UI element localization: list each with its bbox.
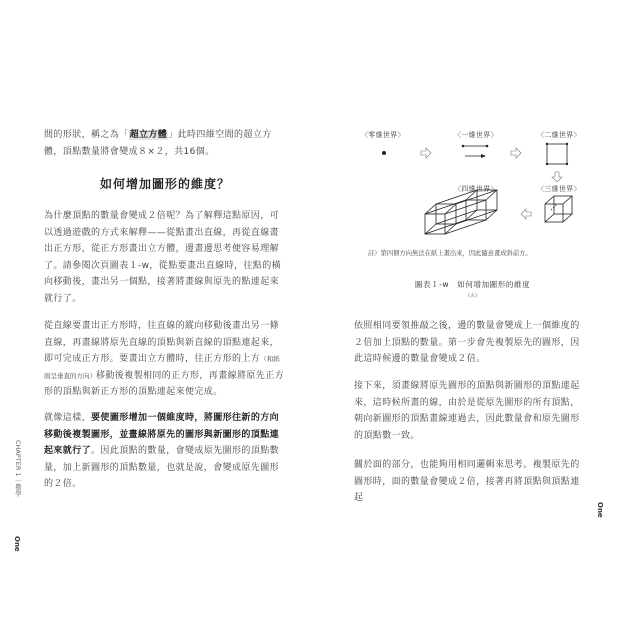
highlight-hypercube: 超立方體 xyxy=(129,130,168,140)
dimension-diagram xyxy=(355,128,590,258)
paragraph-edges-double: 依照相同要領推敲之後，邊的數量會變成上一個維度的２倍加上頂點的數量。第一步會先複製原先的圖形，因此這時候邊的數量會變成２倍。 xyxy=(354,321,580,364)
label-one-dim: 〈一維世界〉 xyxy=(454,131,498,139)
paragraph-line-to-square: 從直線要畫出正方形時，往直線的縱向移動後畫出另一條直線，再畫線將原先直線的頂點與新直線的頂點連起來，即可完成正方形。要畫出立方體時，往正方形的上方（和紙面呈垂直的方向）移動後複製相同的正方形，再畫線將原先正方形的頂點與新正方形的頂點連起來便完成。 xyxy=(44,321,285,397)
figure-caption: 圖表１-w 如何增加圖形的維度 xyxy=(414,280,531,289)
label-two-dim: 〈二維世界〉 xyxy=(537,131,581,139)
paragraph-why-double: 為什麼頂點的數量會變成２倍呢？為了解釋這點原因，可以透過遊戲的方式來解釋——從點畫出直線，再從直線畫出正方形，從正方形畫出立方體，邊畫邊思考便容易理解了。請參閱次頁圖表１-w，從點要畫出直線時，往點的橫向移動後，畫出另一個點，接著將畫線與原先的點連起來就行了。 xyxy=(44,211,282,304)
label-three-dim: 〈三維世界〉 xyxy=(537,185,581,193)
chapter-number: One xyxy=(13,536,21,552)
label-four-dim: 〈四維世界〉 xyxy=(454,185,498,193)
arrow-two-to-three xyxy=(552,172,562,182)
section-heading: 如何增加圖形的維度？ xyxy=(99,177,230,191)
paragraph-connect-vertices: 接下來，須畫線將原先圖形的頂點與新圖形的頂點連起來，這時候所畫的線，由於是從原先圖形的所有頂點，朝向新圖形的頂點畫線連過去，因此數量會和原先圖形的頂點數一致。 xyxy=(354,381,580,441)
arrow-zero-to-one xyxy=(421,148,431,158)
two-dim-square xyxy=(546,143,568,165)
paragraph-faces: 關於面的部分，也能夠用相同邏輯來思考。複製原先的圖形時，面的數量會變成２倍，接著再將頂點與頂點連起 xyxy=(354,460,580,503)
one-dim-line xyxy=(462,145,489,158)
chapter-label: CHAPTER 1｜數學 xyxy=(14,440,22,497)
chapter-side-tab xyxy=(13,440,25,580)
page-marker: One xyxy=(596,502,604,518)
bold-key-rule: 要使圖形增加一個維度時，將圖形往新的方向移動後複製圖形，並畫線將原先的圖形與新圖形的頂點連起來就行了 xyxy=(44,413,280,456)
four-dim-hypercube xyxy=(425,190,497,234)
paragraph-hypercube-intro: 間的形狀，稱之為「超立方體」此時四維空間的超立方體，頂點數量將會變成８×２，共16個。 xyxy=(44,130,272,157)
right-page xyxy=(310,0,620,620)
three-dim-cube xyxy=(545,196,572,222)
diagram-drawing xyxy=(355,128,590,258)
arrow-one-to-two xyxy=(511,148,521,158)
note-perpendicular: （和紙面呈垂直的方向） xyxy=(44,355,280,380)
diagram-note: 註）第四個方向無法在紙上畫出來，因此隨意畫成斜前方。 xyxy=(368,250,532,257)
paragraph-key-rule: 就像這樣，要使圖形增加一個維度時，將圖形往新的方向移動後複製圖形，並畫線將原先的圖形與新圖形的頂點連起來就行了。因此頂點的數量，會變成原先圖形的頂點數量，加上新圖形的頂點數量，也就是說，會變成原先圖形的２倍。 xyxy=(44,413,280,489)
label-zero-dim: 〈零維世界〉 xyxy=(361,131,405,139)
figure-caption-sub: (Ａ) xyxy=(468,293,477,299)
arrow-three-to-four xyxy=(521,209,531,219)
zero-dim-point xyxy=(382,151,386,155)
